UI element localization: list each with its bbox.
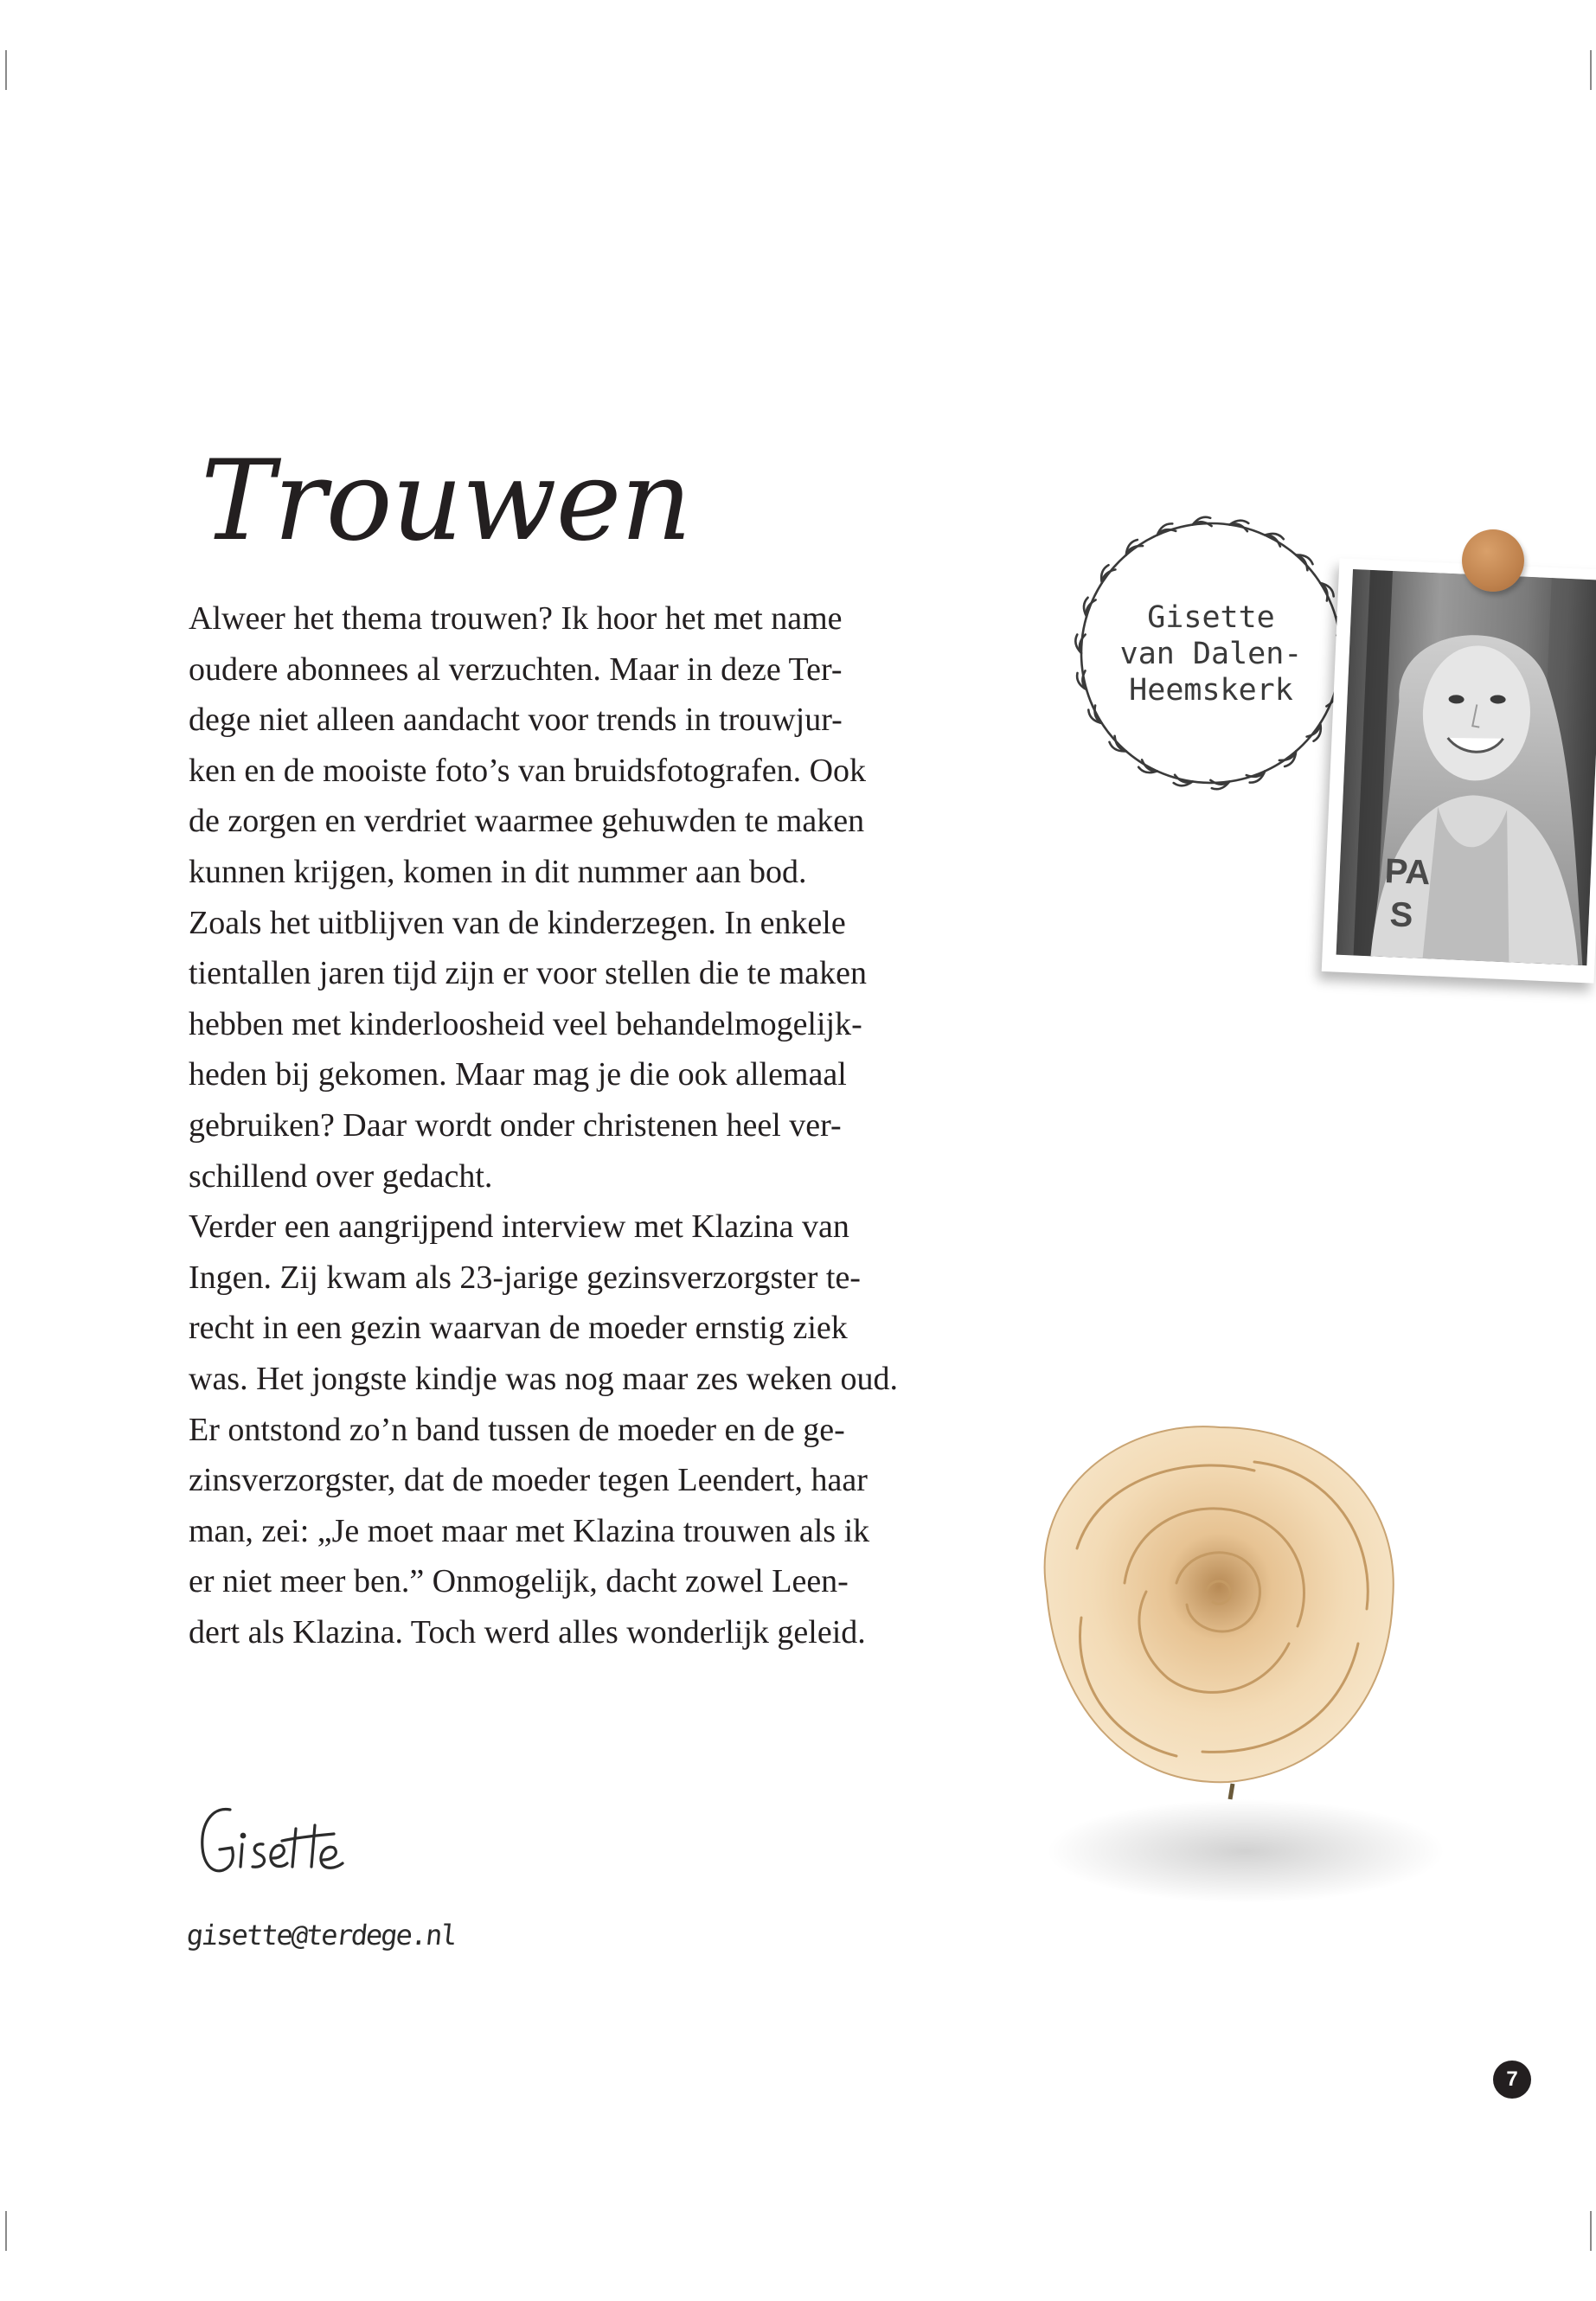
body-line: schillend over gedacht. <box>189 1157 493 1195</box>
body-line: Alweer het thema trouwen? Ik hoor het met name <box>189 600 843 637</box>
author-name-line: Heemskerk <box>1129 673 1293 708</box>
author-email: gisette@terdege.nl <box>185 1919 458 1952</box>
body-line: Zoals het uitblijven van de kinderzegen. In enkele <box>189 904 846 941</box>
author-name-line: Gisette <box>1147 600 1275 635</box>
page-title: Trouwen <box>201 437 691 566</box>
body-line: dert als Klazina. Toch werd alles wonderlijk geleid. <box>189 1613 866 1650</box>
body-line: man, zei: „Je moet maar met Klazina trouwen als ik <box>189 1512 870 1549</box>
body-line: recht in een gezin waarvan de moeder ernstig ziek <box>189 1310 848 1347</box>
author-name <box>1042 599 1380 708</box>
body-line: dege niet alleen aandacht voor trends in trouwjur- <box>189 702 843 739</box>
page-number: 7 <box>1493 2061 1531 2099</box>
body-line: oudere abonnees al verzuchten. Maar in deze Ter- <box>189 651 843 688</box>
body-line: de zorgen en verdriet waarmee gehuwden te maken <box>189 803 865 840</box>
body-line: kunnen krijgen, komen in dit nummer aan bod. <box>189 853 807 890</box>
push-pin-icon <box>1462 529 1524 592</box>
author-photo-image <box>1336 569 1596 965</box>
body-line: gebruiken? Daar wordt onder christenen heel ver- <box>189 1106 842 1144</box>
signature <box>185 1791 384 1903</box>
body-line: Er ontstond zo’n band tussen de moeder en de ge- <box>189 1411 845 1448</box>
crop-mark-top-right <box>1590 50 1592 90</box>
svg-text:PA: PA <box>1383 852 1432 893</box>
body-line: Verder een aangrijpend interview met Klazina van <box>189 1208 849 1246</box>
body-line: heden bij gekomen. Maar mag je die ook allemaal <box>189 1056 847 1093</box>
author-name-wreath <box>1042 480 1380 826</box>
signature-drawing <box>185 1791 384 1903</box>
crop-mark-top-left <box>5 50 7 90</box>
author-name-line: van Dalen- <box>1119 637 1303 671</box>
wreath-leaf <box>1175 775 1193 783</box>
body-line: tientallen jaren tijd zijn er voor stellen die te maken <box>189 955 867 992</box>
body-line: zinsverzorgster, dat de moeder tegen Leendert, haar <box>189 1462 868 1499</box>
body-line: Ingen. Zij kwam als 23-jarige gezinsverzorgster te- <box>189 1259 861 1296</box>
article-body <box>189 593 933 1657</box>
body-line: hebben met kinderloosheid veel behandelmogelijk- <box>189 1005 862 1042</box>
crop-mark-bottom-left <box>5 2211 7 2251</box>
rose-image <box>995 1367 1445 1920</box>
crop-mark-bottom-right <box>1590 2211 1592 2251</box>
body-line: was. Het jongste kindje was nog maar zes weken oud. <box>189 1360 898 1397</box>
svg-text:S: S <box>1388 895 1414 935</box>
author-photo <box>1322 558 1596 983</box>
body-line: er niet meer ben.” Onmogelijk, dacht zowel Leen- <box>189 1563 849 1600</box>
body-line: ken en de mooiste foto’s van bruidsfotografen. Ook <box>189 752 867 789</box>
wreath-leaf <box>1229 523 1247 531</box>
